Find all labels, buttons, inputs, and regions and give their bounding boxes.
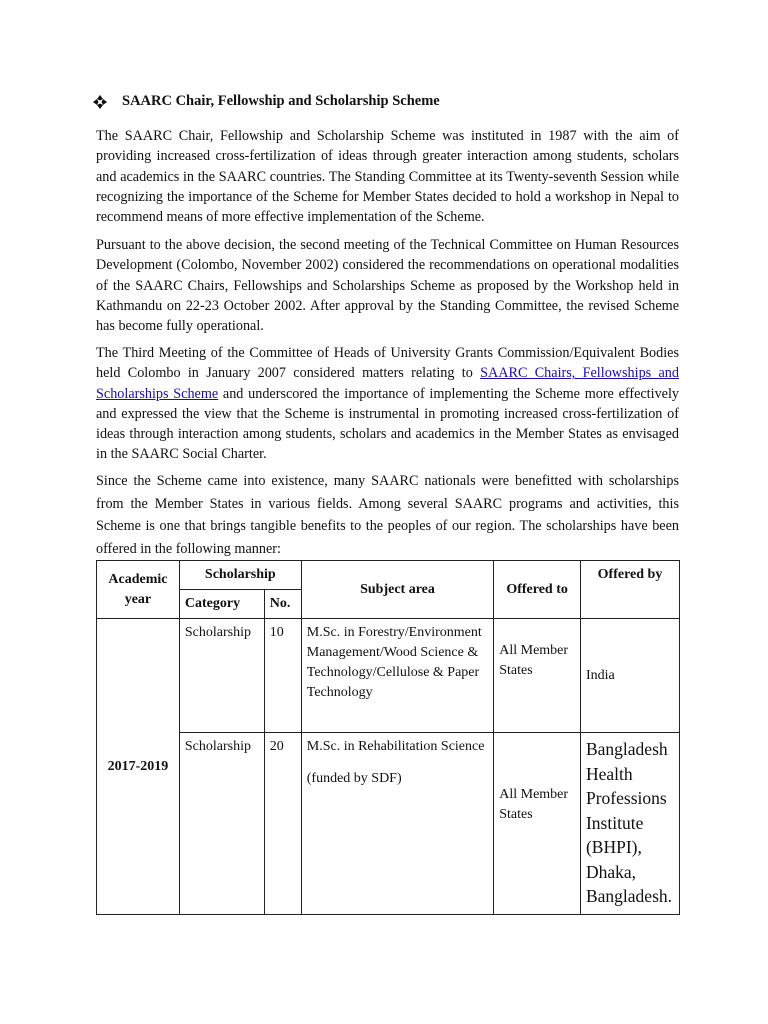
header-subject-area: Subject area: [301, 561, 493, 619]
table-row: [97, 733, 680, 915]
header-offered-by: Offered by: [580, 561, 679, 619]
paragraph-third-meeting: [96, 343, 679, 465]
header-offered-to: Offered to: [494, 561, 581, 619]
cell-category: Scholarship: [179, 733, 264, 915]
p3-text-before: The Third Meeting of the Committee of Heads of University Grants Commission/Equivalent Bodies held Colombo in January 2007 considered matters relating to: [96, 345, 679, 382]
cell-subject: M.Sc. in Forestry/Environment Management/Wood Science & Technology/Cellulose & Paper Technology: [301, 619, 493, 733]
section-heading: [92, 93, 440, 110]
diamond-bullet-icon: [92, 94, 108, 110]
cell-offered-to: All Member States: [494, 733, 581, 915]
cell-no: 20: [264, 733, 301, 915]
p3-text-after: and underscored the importance of implementing the Scheme more effectively and expressed the view that the Scheme is instrumental in promoting increased cross-fertilization of ideas through interaction among students, scholars and academics in the Member States as envisaged in the SAARC Social Charter.: [96, 385, 679, 463]
paragraph-technical-committee: Pursuant to the above decision, the second meeting of the Technical Committee on Human Resources Development (Colombo, November 2002) considered the recommendations on operational modalities of the SAARC Chairs, Fellowships and Scholarships Scheme as proposed by the Workshop held in Kathmandu on 22-23 October 2002. After approval by the Standing Committee, the revised Scheme has become fully operational.: [96, 237, 679, 335]
cell-no: 10: [264, 619, 301, 733]
paragraph-intro: The SAARC Chair, Fellowship and Scholarship Scheme was instituted in 1987 with the aim of providing increased cross-fertilization of ideas through greater interaction among students, scholars and academics in the SAARC countries. The Standing Committee at its Twenty-seventh Session while recognizing the importance of the Scheme for Member States decided to hold a workshop in Nepal to recommend means of more effective implementation of the Scheme.: [96, 128, 679, 226]
table-header-row: [97, 561, 680, 590]
subject-text: M.Sc. in Rehabilitation Science: [306, 739, 485, 754]
header-no: No.: [264, 590, 301, 619]
cell-offered-to: All Member States: [494, 619, 581, 733]
header-scholarship: Scholarship: [179, 561, 301, 590]
subject-note: (funded by SDF): [306, 771, 402, 786]
header-category: Category: [179, 590, 264, 619]
cell-offered-by: Bangladesh Health Professions Institute (BHPI), Dhaka, Bangladesh.: [580, 733, 679, 915]
cell-offered-by: India: [580, 619, 679, 733]
cell-subject: [301, 733, 493, 915]
table-row: [97, 619, 680, 733]
scholarship-table: [96, 560, 680, 915]
cell-academic-year: 2017-2019: [97, 619, 180, 915]
heading-text: SAARC Chair, Fellowship and Scholarship Scheme: [122, 93, 440, 109]
cell-category: Scholarship: [179, 619, 264, 733]
paragraph-benefits: Since the Scheme came into existence, many SAARC nationals were benefitted with scholarships from the Member States in various fields. Among several SAARC programs and activities, this Scheme is one that brings tangible benefits to the peoples of our region. The scholarships have been offered in the following manner:: [96, 473, 679, 557]
header-academic-year: Academic year: [97, 561, 180, 619]
scheme-link[interactable]: SAARC Chairs, Fellowships and Scholarships Scheme: [96, 365, 679, 402]
